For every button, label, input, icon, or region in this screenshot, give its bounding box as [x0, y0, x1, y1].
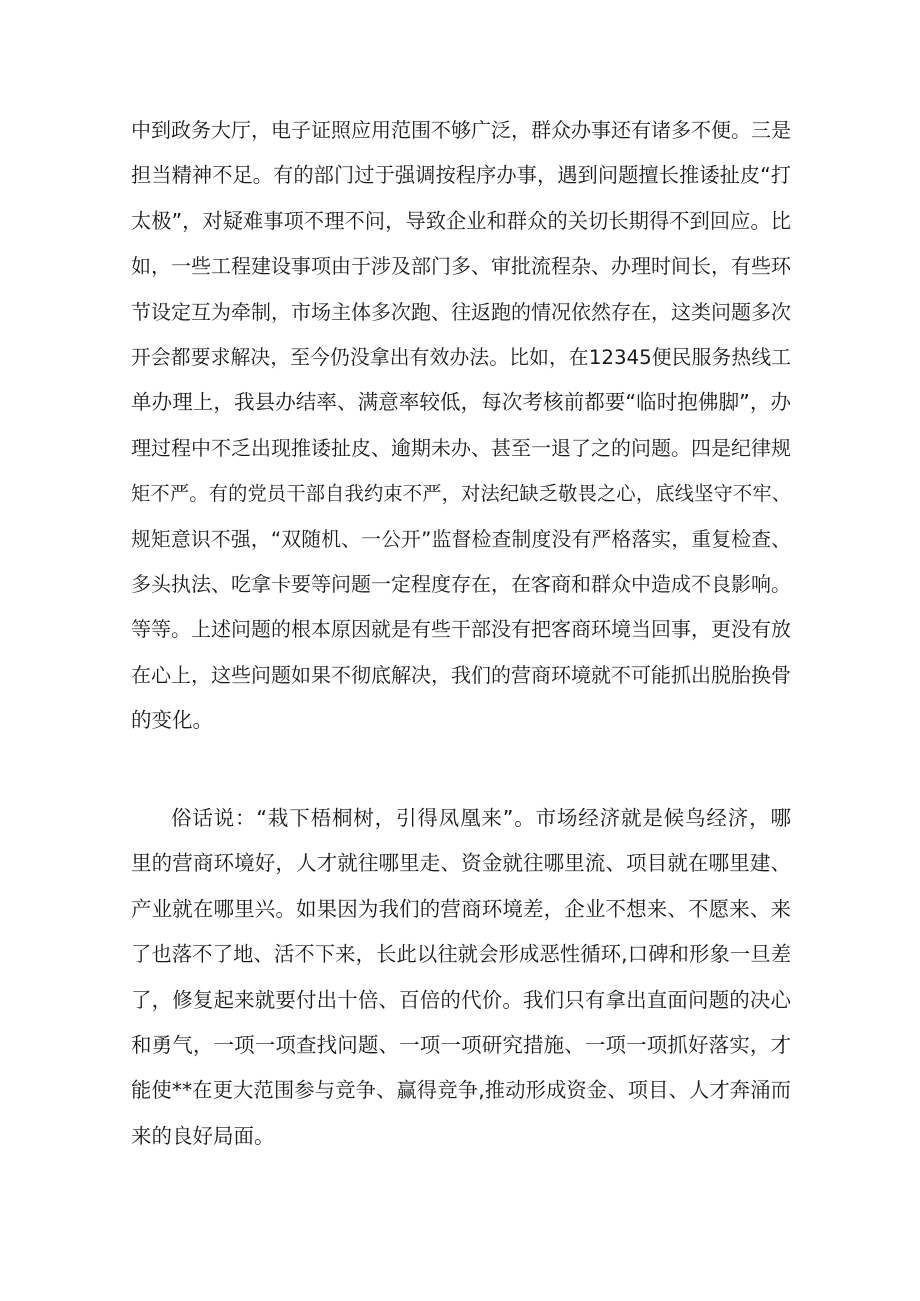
text-line: 在心上，这些问题如果不彻底解决，我们的营商环境就不可能抓出脱胎换骨	[131, 662, 791, 687]
paragraph-1	[131, 108, 791, 743]
paragraph-2	[131, 796, 791, 1159]
text-line: 等等。上述问题的根本原因就是有些干部没有把客商环境当回事，更没有放	[131, 617, 791, 642]
text-line: 产业就在哪里兴。如果因为我们的营商环境差，企业不想来、不愿来、来	[131, 896, 791, 921]
text-line: 节设定互为牵制，市场主体多次跑、往返跑的情况依然存在，这类问题多次	[131, 299, 791, 324]
text-line: 如，一些工程建设事项由于涉及部门多、审批流程杂、办理时间长，有些环	[131, 254, 791, 279]
text-line: 中到政务大厅，电子证照应用范围不够广泛，群众办事还有诸多不便。三是	[131, 118, 791, 142]
text-line: 单办理上，我县办结率、满意率较低，每次考核前都要“临时抱佛脚”，办	[131, 390, 791, 415]
text-line: 矩不严。有的党员干部自我约束不严，对法纪缺乏敬畏之心，底线坚守不牢、	[131, 482, 791, 506]
text-line: 开会都要求解决，至今仍没拿出有效办法。比如，在12345便民服务热线工	[131, 345, 791, 369]
text-line: 理过程中不乏出现推诿扯皮、逾期未办、甚至一退了之的问题。四是纪律规	[131, 435, 791, 460]
text-line: 和勇气，一项一项查找问题、一项一项研究措施、一项一项抓好落实，才	[131, 1032, 791, 1057]
text-line: 了，修复起来就要付出十倍、百倍的代价。我们只有拿出直面问题的决心	[131, 987, 791, 1012]
text-line: 俗话说：“栽下梧桐树，引得凤凰来”。市场经济就是候鸟经济，哪	[171, 806, 791, 830]
text-line: 担当精神不足。有的部门过于强调按程序办事，遇到问题擅长推诿扯皮“打	[131, 163, 791, 188]
text-line: 来的良好局面。	[131, 1123, 275, 1148]
text-line: 了也落不了地、活不下来，长此以往就会形成恶性循环,口碑和形象一旦差	[131, 942, 791, 967]
text-line: 能使**在更大范围参与竞争、赢得竞争,推动形成资金、项目、人才奔涌而	[131, 1078, 791, 1103]
text-line: 多头执法、吃拿卡要等问题一定程度存在，在客商和群众中造成不良影响。	[131, 571, 791, 596]
text-line: 的变化。	[131, 708, 213, 733]
text-line: 太极”，对疑难事项不理不问，导致企业和群众的关切长期得不到回应。比	[131, 208, 791, 233]
text-line: 里的营商环境好，人才就往哪里走、资金就往哪里流、项目就在哪里建、	[131, 851, 791, 876]
text-line: 规矩意识不强，“双随机、一公开”监督检查制度没有严格落实，重复检查、	[131, 527, 791, 551]
